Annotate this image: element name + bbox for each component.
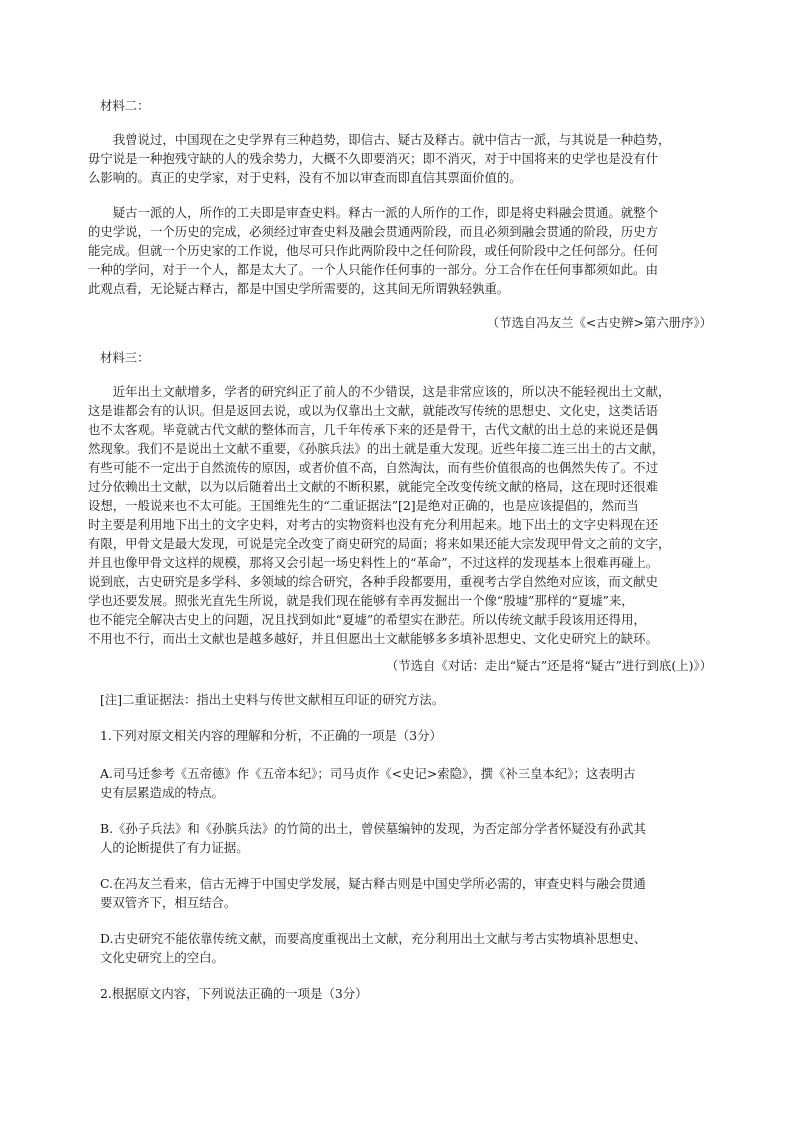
material3-source: （节选自《对话：走出“疑古”还是将“疑古”进行到底(上)》） <box>385 658 712 673</box>
text-line: 疑古一派的人，所作的工夫即是审查史料。释古一派的人所作的工作，即是将史料融会贯通。就整个 <box>88 205 658 220</box>
text-line: 要双管齐下，相互结合。 <box>100 895 237 910</box>
text-line: 文化史研究上的空白。 <box>100 950 224 965</box>
question-1-option-a <box>100 764 635 802</box>
text-line: 能完成。但就一个历史家的工作说，他尽可只作此两阶段中之任何阶段，或任何阶段中之任何部分。任何 <box>88 243 658 258</box>
footnote: [注]二重证据法：指出土史料与传世文献相互印证的研究方法。 <box>100 692 445 707</box>
text-line: D.古史研究不能依靠传统文献，而要高度重视出土文献，充分利用出土文献与考古实物填补思想史、 <box>100 931 647 946</box>
material3-paragraph-1 <box>88 382 670 648</box>
material2-label: 材料二： <box>100 98 150 113</box>
text-line: 毋宁说是一种抱残守缺的人的残余势力，大概不久即要消灭；即不消灭，对于中国将来的史学也是没有什 <box>88 151 658 166</box>
material2-source: （节选自冯友兰《<古史辨>第六册序》） <box>486 315 712 330</box>
text-line: 近年出土文献增多，学者的研究纠正了前人的不少错误，这是非常应该的，所以决不能轻视出土文献， <box>88 384 671 399</box>
text-line: 也不能完全解决古史上的问题，况且找到如此“夏墟”的希望实在渺茫。所以传统文献手段该用还得用， <box>88 612 646 627</box>
text-line: 这是谁都会有的认识。但是返回去说，或以为仅靠出土文献，就能改写传统的思想史、文化史，这类话语 <box>88 403 658 418</box>
text-line: 不用也不行，而出土文献也是越多越好，并且但愿出土文献能够多多填补思想史、文化史研究上的缺环。 <box>88 631 658 646</box>
text-line: 然现象。我们不是说出土文献不重要，《孙膑兵法》的出土就是重大发现。近些年接二连三出土的古文献， <box>88 441 665 456</box>
text-line: B.《孙子兵法》和《孙膑兵法》的竹简的出土，曾侯墓编钟的发现，为否定部分学者怀疑没有孙武其 <box>100 821 646 836</box>
question-2-stem: 2.根据原文内容，下列说法正确的一项是（3分） <box>100 986 368 1001</box>
text-line: 有限，甲骨文是最大发现，可说是完全改变了商史研究的局面；将来如果还能大宗发现甲骨文之前的文字， <box>88 536 671 551</box>
text-line: 么影响的。真正的史学家，对于史料，没有不加以审查而即直信其票面价值的。 <box>88 170 522 185</box>
text-line: 设想，一般说来也不太可能。王国维先生的“二重证据法”[2]是绝对正确的，也是应该提倡的，然而当 <box>88 498 639 513</box>
text-line: 并且也像甲骨文这样的规模，那将又会引起一场史料性上的“革命”，不过这样的发现基本上很难再碰上。 <box>88 555 659 570</box>
text-line: 人的论断提供了有力证据。 <box>100 840 249 855</box>
text-line: 我曾说过，中国现在之史学界有三种趋势，即信古、疑古及释古。就中信古一派，与其说是一种趋势， <box>88 132 671 147</box>
material2-paragraph-1 <box>88 130 670 187</box>
text-line: 的史学说，一个历史的完成，必须经过审查史料及融会贯通两阶段，而且必须到融会贯通的阶段，历史方 <box>88 224 658 239</box>
text-line: 史有层累造成的特点。 <box>100 785 224 800</box>
question-1-option-b <box>100 819 646 857</box>
question-1-option-c <box>100 874 646 912</box>
text-line: 时主要是利用地下出土的文字史料，对考古的实物资料也没有充分利用起来。地下出土的文字史料现在还 <box>88 517 658 532</box>
material3-label: 材料三： <box>100 350 150 365</box>
text-line: 过分依赖出土文献，以为以后随着出土文献的不断积累，就能完全改变传统文献的格局，这在现时还很难 <box>88 479 658 494</box>
text-line: C.在冯友兰看来，信古无裨于中国史学发展，疑古释古则是中国史学所必需的，审查史料与融会贯通 <box>100 876 646 891</box>
text-line: A.司马迁参考《五帝德》作《五帝本纪》；司马贞作《<史记>索隐》，撰《补三皇本纪》；这表明古 <box>100 766 636 781</box>
question-1-option-d <box>100 929 646 967</box>
text-line: 说到底，古史研究是多学科、多领域的综合研究，各种手段都要用，重视考古学自然绝对应该，而文献史 <box>88 574 658 589</box>
question-1-stem: 1.下列对原文相关内容的理解和分析，不正确的一项是（3分） <box>100 728 442 743</box>
text-line: 有些可能不一定出于自然流传的原因，或者价值不高，自然淘汰，而有些价值很高的也偶然失传了。不过 <box>88 460 658 475</box>
material2-paragraph-2 <box>88 203 658 298</box>
text-line: 一种的学问，对于一个人，都是太大了。一个人只能作任何事的一部分。分工合作在任何事都须如此。由 <box>88 262 658 277</box>
text-line: 也不太客观。毕竟就古代文献的整体而言，几千年传承下来的还是骨干，古代文献的出土总的来说还是偶 <box>88 422 658 437</box>
text-line: 此观点看，无论疑古释古，都是中国史学所需要的，这其间无所谓孰轻孰重。 <box>88 281 510 296</box>
text-line: 学也还要发展。照张光直先生所说，就是我们现在能够有幸再发掘出一个像“殷墟”那样的“夏墟”来， <box>88 593 634 608</box>
